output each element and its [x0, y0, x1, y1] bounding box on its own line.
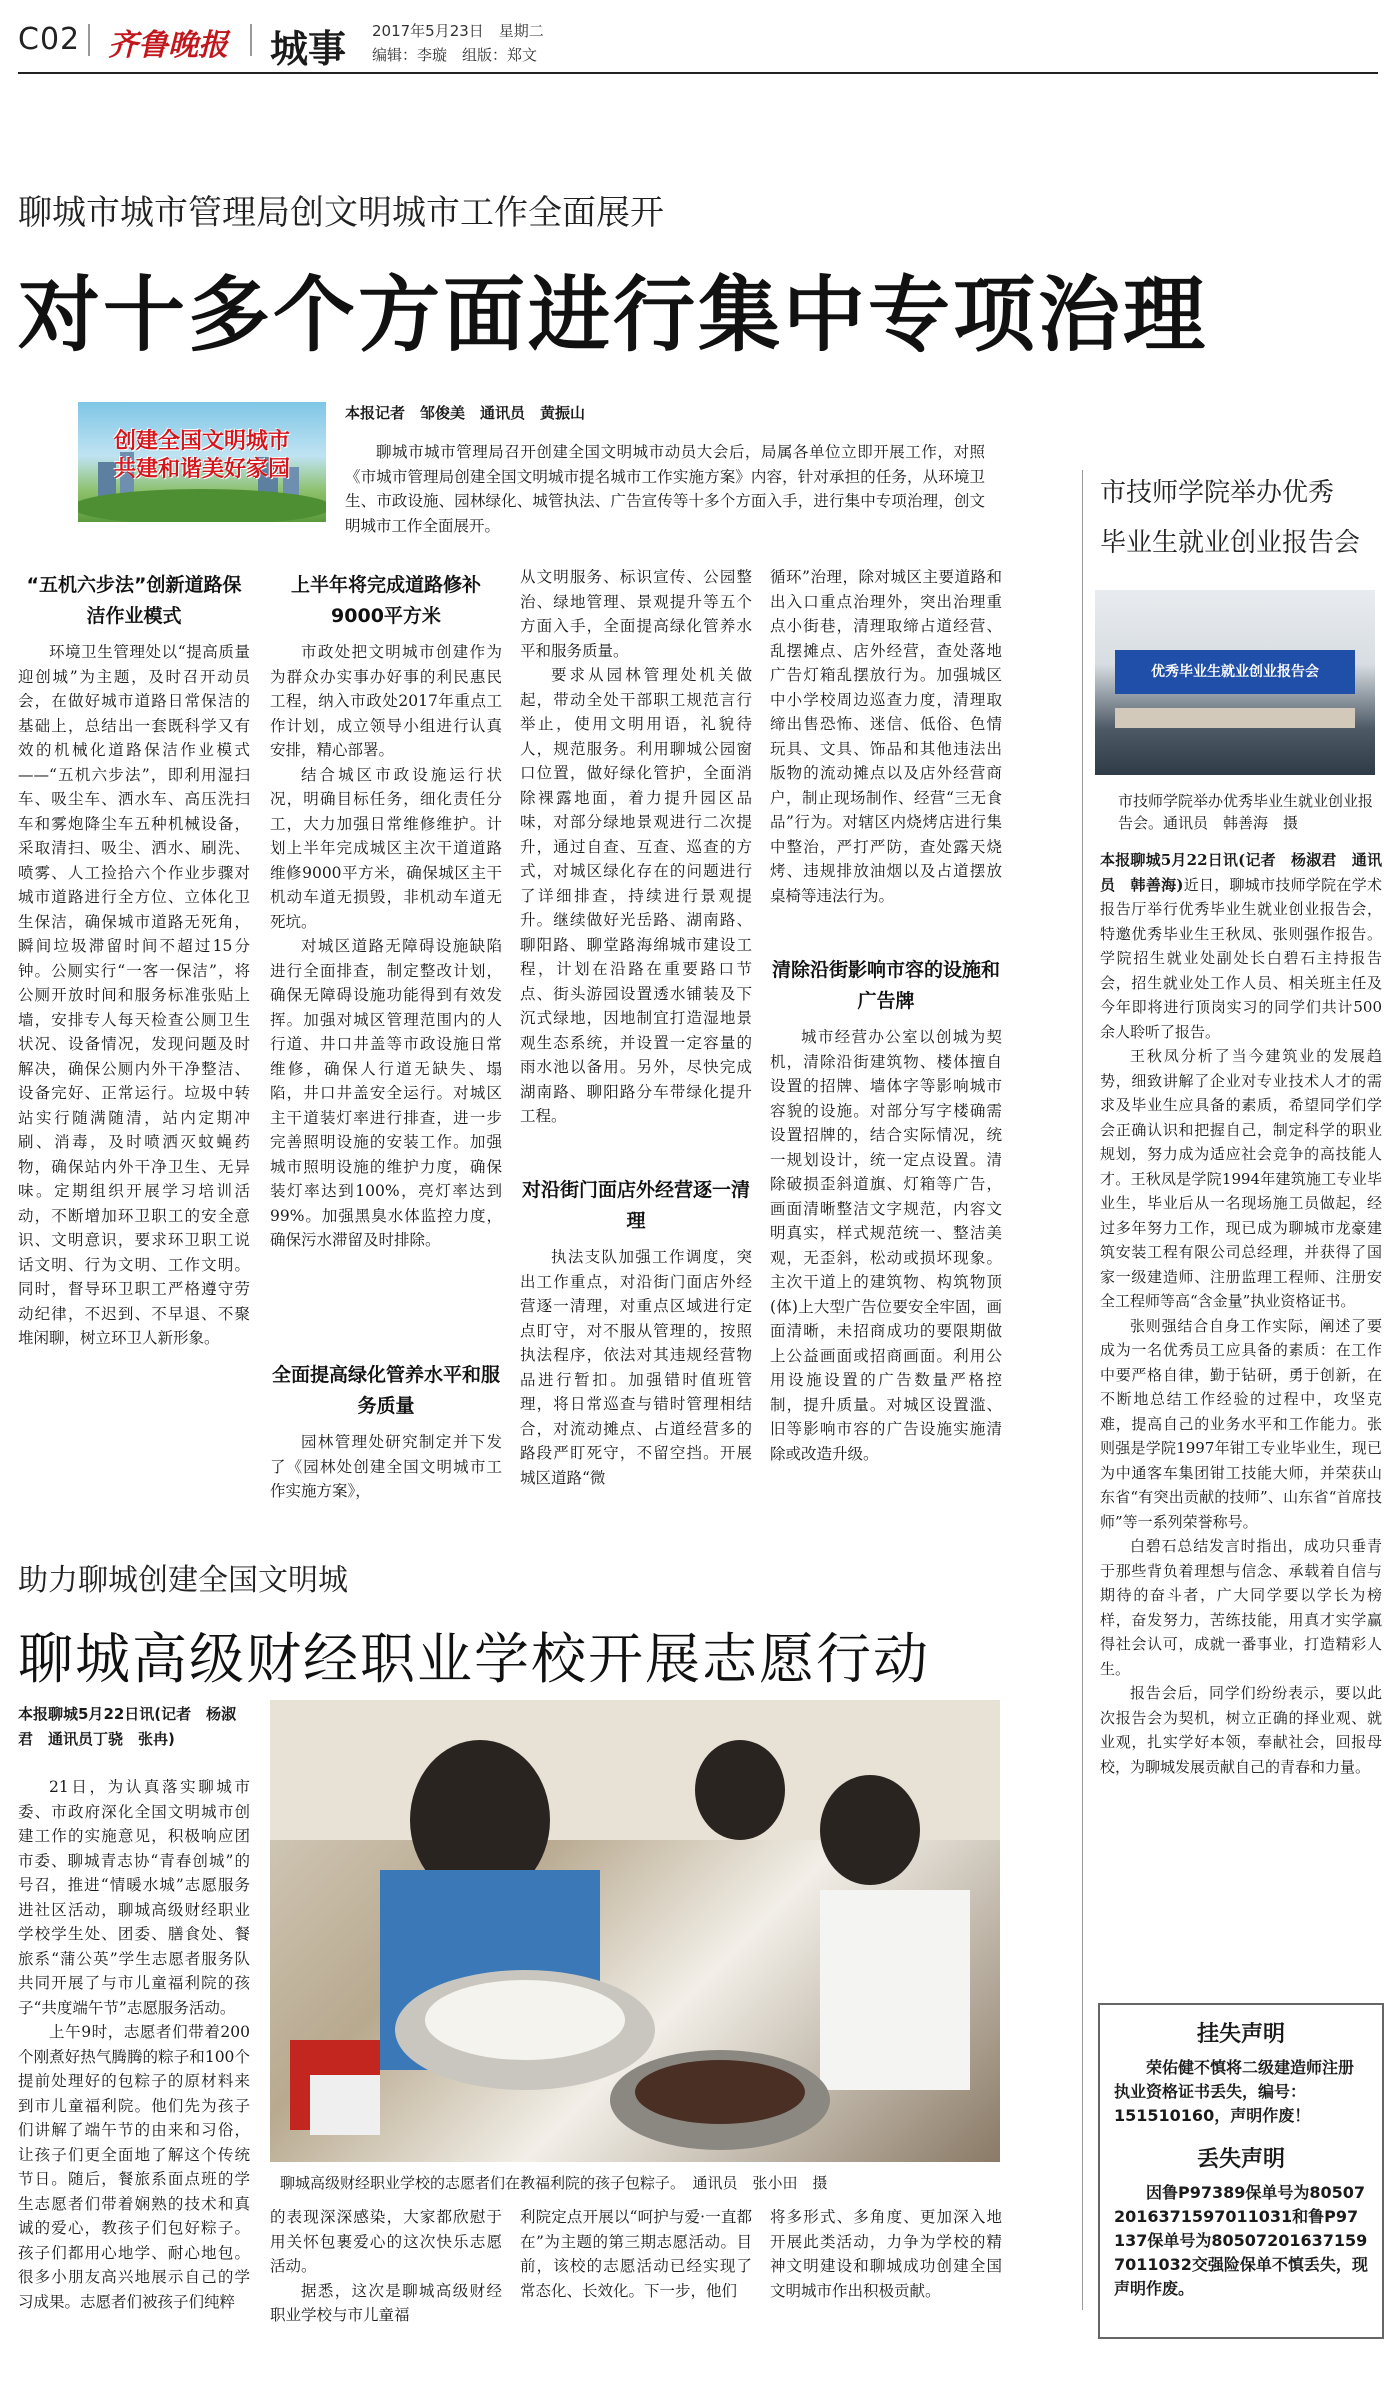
- article1-headline: 对十多个方面进行集中专项治理: [18, 268, 1209, 363]
- editors-credit: 编辑：李璇 组版：郑文: [372, 46, 538, 64]
- sidebar-body: 本报聊城5月22日讯(记者 杨淑君 通讯员 韩善海)近日，聊城市技师学院在学术报告厅举行优秀毕业生就业创业报告会，特邀优秀毕业生王秋凤、张则强作报告。学院招生就业处副处长白碧石主持报告会，招生就业处工作人员、相关班主任及今年即将进行顶岗实习的同学们共计500余人聆听了报告。 王秋凤分析了当今建筑业的发展趋势，细致讲解了企业对专业技术人才的需求及毕业生应具备的素质，希望同学们学会正确认识和把握自己，制定科学的职业规划，努力成为适应社会竞争的高技能人才。王秋凤是学院1994年建筑施工专业毕业生，毕业后从一名现场施工员做起，经过多年努力工作，现已成为聊城市龙豪建筑安装工程有限公司总经理，并获得了国家一级建造师、注册监理工程师、注册安全工程师等高“含金量”执业资格证书。 张则强结合自身工作实际，阐述了要成为一名优秀员工应具备的素质：在工作中要严格自律，勤于钻研，勇于创新，在不断地总结工作经验的过程中，攻坚克难，提高自己的业务水平和工作能力。张则强是学院1997年钳工专业毕业生，现已为中通客车集团钳工技能大师，并荣获山东省“有突出贡献的技师”、山东省“首席技师”等一系列荣誉称号。 白碧石总结发言时指出，成功只垂青于那些背负着理想与信念、承载着自信与期待的奋斗者，广大同学要以学长为榜样，奋发努力，苦练技能，用真才实学赢得社会认可，成就一番事业，打造精彩人生。 报告会后，同学们纷纷表示，要以此次报告会为契机，树立正确的择业观、就业观，扎实学好本领，奉献社会，回报母校，为聊城发展贡献自己的青春和力量。: [1100, 851, 1382, 1776]
- banner-slogan-1: 创建全国文明城市: [113, 429, 290, 454]
- article2-byline: 本报聊城5月22日讯(记者 杨淑君 通讯员丁骁 张冉): [18, 1705, 237, 1748]
- article2-col3-body: 利院定点开展以“呵护与爱·一直都在”为主题的第三期志愿活动。目前，该校的志愿活动已经实现了常态化、长效化。下一步，他们: [520, 2208, 752, 2300]
- sidebar-title-line-2: 毕业生就业创业报告会: [1100, 528, 1361, 558]
- notice-body-2: 因鲁P97389保单号为805072016371597011031和鲁P97137保单号为805072016371597011032交强险保单不慎丢失，现声明作废。: [1114, 2183, 1368, 2298]
- notice-body-1: 荣佑健不慎将二级建造师注册执业资格证书丢失，编号：151510160，声明作废！: [1114, 2058, 1355, 2125]
- creation-banner-image: [78, 402, 326, 522]
- page-number: C02: [18, 22, 81, 57]
- header-divider: [88, 24, 90, 56]
- article2-col4-body: 将多形式、多角度、更加深入地开展此类活动，力争为学校的精神文明建设和聊城成功创建全国文明城市作出积极贡献。: [770, 2208, 1002, 2300]
- article1-col4-subhead: 清除沿街影响市容的设施和广告牌: [771, 959, 1000, 1012]
- article1-col4-body-2: 城市经营办公室以创城为契机，清除沿街建筑物、楼体擅自设置的招牌、墙体字等影响城市容貌的设施。对部分写字楼确需设置招牌的，结合实际情况，统一规划设计，统一定点设置。清除破损歪斜道旗、灯箱等广告，画面清晰整洁文字规范，内容文明真实，样式规范统一、整洁美观，无歪斜，松动或损坏现象。主次干道上的建筑物、构筑物顶(体)上大型广告位要安全牢固，画面清晰，未招商成功的要限期做上公益画面或招商画面。利用公用设施设置的广告数量严格控制，提升质量。对城区设置滥、旧等影响市容的广告设施实施清除或改造升级。: [770, 1028, 1002, 1463]
- article2-kicker: 助力聊城创建全国文明城: [18, 1563, 348, 1598]
- header-rule: [18, 72, 1378, 74]
- stage-banner-text: 优秀毕业生就业创业报告会: [1151, 664, 1319, 680]
- issue-date: 2017年5月23日 星期二: [372, 22, 544, 40]
- article2-col2-body: 的表现深深感染，大家都欣慰于用关怀包裹爱心的这次快乐志愿活动。 据悉，这次是聊城高级财经职业学校与市儿童福: [270, 2208, 502, 2324]
- article2-photo-caption: 聊城高级财经职业学校的志愿者们在教福利院的孩子包粽子。 通讯员 张小田 摄: [280, 2174, 828, 2192]
- article1-kicker: 聊城市城市管理局创文明城市工作全面展开: [18, 193, 664, 233]
- column-rule: [1082, 470, 1083, 2310]
- stage-banner: [1115, 650, 1355, 694]
- section-title: 城事: [270, 26, 347, 71]
- sidebar-byline: 本报聊城5月22日讯(记者 杨淑君 通讯员 韩善海): [1100, 851, 1382, 894]
- sidebar-photo-caption: 市技师学院举办优秀毕业生就业创业报告会。通讯员 韩善海 摄: [1118, 792, 1374, 832]
- article1-col2-body-2: 园林管理处研究制定并下发了《园林处创建全国文明城市工作实施方案》，: [270, 1433, 502, 1500]
- article1-col1-subhead: “五机六步法”创新道路保洁作业模式: [26, 574, 242, 627]
- volunteer-photo: [270, 1700, 1000, 2162]
- notice-title-1: 挂失声明: [1196, 2022, 1285, 2047]
- sidebar-photo: [1095, 590, 1375, 775]
- banner-slogan-2: 共建和谐美好家园: [113, 457, 290, 482]
- article1-col2-body: 市政处把文明城市创建作为为群众办实事办好事的利民惠民工程，纳入市政处2017年重点工作计划，成立领导小组进行认真安排，精心部署。 结合城区市政设施运行状况，明确目标任务，细化责任分工，大力加强日常维修维护。计划上半年完成城区主次干道道路维修9000平方米，确保城区主干机动车道无损毁，非机动车道无死坑。 对城区道路无障碍设施缺陷进行全面排查，制定整改计划，确保无障碍设施功能得到有效发挥。加强对城区管理范围内的人行道、井口井盖等市政设施日常维修，确保人行道无缺失、塌陷，井口井盖安全运行。对城区主干道装灯率进行排查，进一步完善照明设施的安装工作。加强城市照明设施的维护力度，确保装灯率达到100%，亮灯率达到99%。加强黑臭水体监控力度，确保污水滞留及时排除。: [270, 643, 502, 1249]
- article1-lead: 聊城市城市管理局召开创建全国文明城市动员大会后，局属各单位立即开展工作，对照《市城市管理局创建全国文明城市提名城市工作实施方案》内容，针对承担的任务，从环境卫生、市政设施、园林绿化、城管执法、广告宣传等十多个方面入手，进行集中专项治理，创文明城市工作全面展开。: [345, 443, 985, 535]
- article1-col4-body: 循环”治理，除对城区主要道路和出入口重点治理外，突出治理重点小街巷，清理取缔占道经营、乱摆摊点、店外经营，查处落地广告灯箱乱摆放行为。加强城区中小学校周边巡查力度，清理取缔出售恐怖、迷信、低俗、色情玩具、文具、饰品和其他违法出版物的流动摊点以及店外经营商户，制止现场制作、经营“三无食品”行为。对辖区内烧烤店进行集中整治，严打严防，查处露天烧烤、违规排放油烟以及占道摆放桌椅等违法行为。: [770, 568, 1002, 905]
- photo-scene-graphic: [270, 1700, 1000, 2162]
- notices-box: [1098, 2003, 1384, 2339]
- article1-col1-body: 环境卫生管理处以“提高质量迎创城”为主题，及时召开动员会，在做好城市道路日常保洁的基础上，总结出一套既科学又有效的机械化道路保洁作业模式——“五机六步法”，即利用湿扫车、吸尘车、洒水车、高压洗扫车和雾炮降尘车五种机械设备，采取清扫、吸尘、洒水、刷洗、喷雾、人工捡拾六个作业步骤对城市道路进行全方位、立体化卫生保洁，确保城市道路无死角，瞬间垃圾滞留时间不超过15分钟。公厕实行“一客一保洁”，将公厕开放时间和服务标准张贴上墙，安排专人每天检查公厕卫生状况、设备情况，发现问题及时解决，确保公厕内外干净整洁、设备完好、正常运行。垃圾中转站实行随满随清，站内定期冲刷、消毒，及时喷洒灭蚊蝇药物，确保站内外干净卫生、无异味。定期组织开展学习培训活动，不断增加环卫职工的安全意识、文明意识，要求环卫职工说话文明、行为文明、工作文明。同时，督导环卫职工严格遵守劳动纪律，不迟到、不早退、不聚堆闲聊，树立环卫人新形象。: [18, 643, 250, 1347]
- article1-col2-subhead: 上半年将完成道路修补9000平方米: [290, 574, 481, 627]
- sidebar-title: [1100, 468, 1385, 568]
- article2-headline: 聊城高级财经职业学校开展志愿行动: [18, 1627, 931, 1691]
- sidebar-title-line-1: 市技师学院举办优秀: [1100, 478, 1335, 508]
- paper-logo: 齐鲁晚报: [108, 28, 228, 63]
- header-divider: [250, 24, 252, 56]
- article2-col1-body: 21日，为认真落实聊城市委、市政府深化全国文明城市创建工作的实施意见，积极响应团市委、聊城青志协“青春创城”的号召，推进“情暖水城”志愿服务进社区活动，聊城高级财经职业学校学生处、团委、膳食处、餐旅系“蒲公英”学生志愿者服务队共同开展了与市儿童福利院的孩子“共度端午节”志愿服务活动。 上午9时，志愿者们带着200个刚煮好热气腾腾的粽子和100个提前处理好的包粽子的原材料来到市儿童福利院。他们先为孩子们讲解了端午节的由来和习俗，让孩子们更全面地了解这个传统节日。随后，餐旅系面点班的学生志愿者们带着娴熟的技术和真诚的爱心，教孩子们包好粽子。孩子们都用心地学、耐心地包。很多小朋友高兴地展示自己的学习成果。志愿者们被孩子们纯粹: [18, 1778, 250, 2311]
- article1-col3-body: 从文明服务、标识宣传、公园整治、绿地管理、景观提升等五个方面入手，全面提高绿化管养水平和服务质量。 要求从园林管理处机关做起，带动全处干部职工规范言行举止，使用文明用语，礼貌待人，规范服务。利用聊城公园窗口位置，做好绿化管护，全面消除裸露地面，着力提升园区品味，对部分绿地景观进行二次提升，通过自查、互查、巡查的方式，对城区绿化存在的问题进行了详细排查，持续进行景观提升。继续做好光岳路、湖南路、聊阳路、聊堂路海绵城市建设工程，计划在沿路在重要路口节点、街头游园设置透水铺装及下沉式绿地，因地制宜打造湿地景观生态系统，并设置一定容量的雨水池以备用。另外，尽快完成湖南路、聊阳路分车带绿化提升工程。: [520, 568, 752, 1125]
- article1-col2-subhead-2: 全面提高绿化管养水平和服务质量: [271, 1364, 500, 1417]
- article1-byline: 本报记者 邹俊美 通讯员 黄振山: [345, 404, 586, 422]
- article1-col3-subhead: 对沿街门面店外经营逐一清理: [521, 1179, 750, 1232]
- article1-col3-body-2: 执法支队加强工作调度，突出工作重点，对沿街门面店外经营逐一清理，对重点区域进行定点盯守，对不服从管理的，按照执法程序，依法对其违规经营物品进行暂扣。加强错时值班管理，将日常巡查与错时管理相结合，对流动摊点、占道经营多的路段严盯死守，不留空挡。开展城区道路“微: [520, 1248, 752, 1487]
- notice-title-2: 丢失声明: [1196, 2147, 1285, 2172]
- stage-table: [1115, 708, 1355, 728]
